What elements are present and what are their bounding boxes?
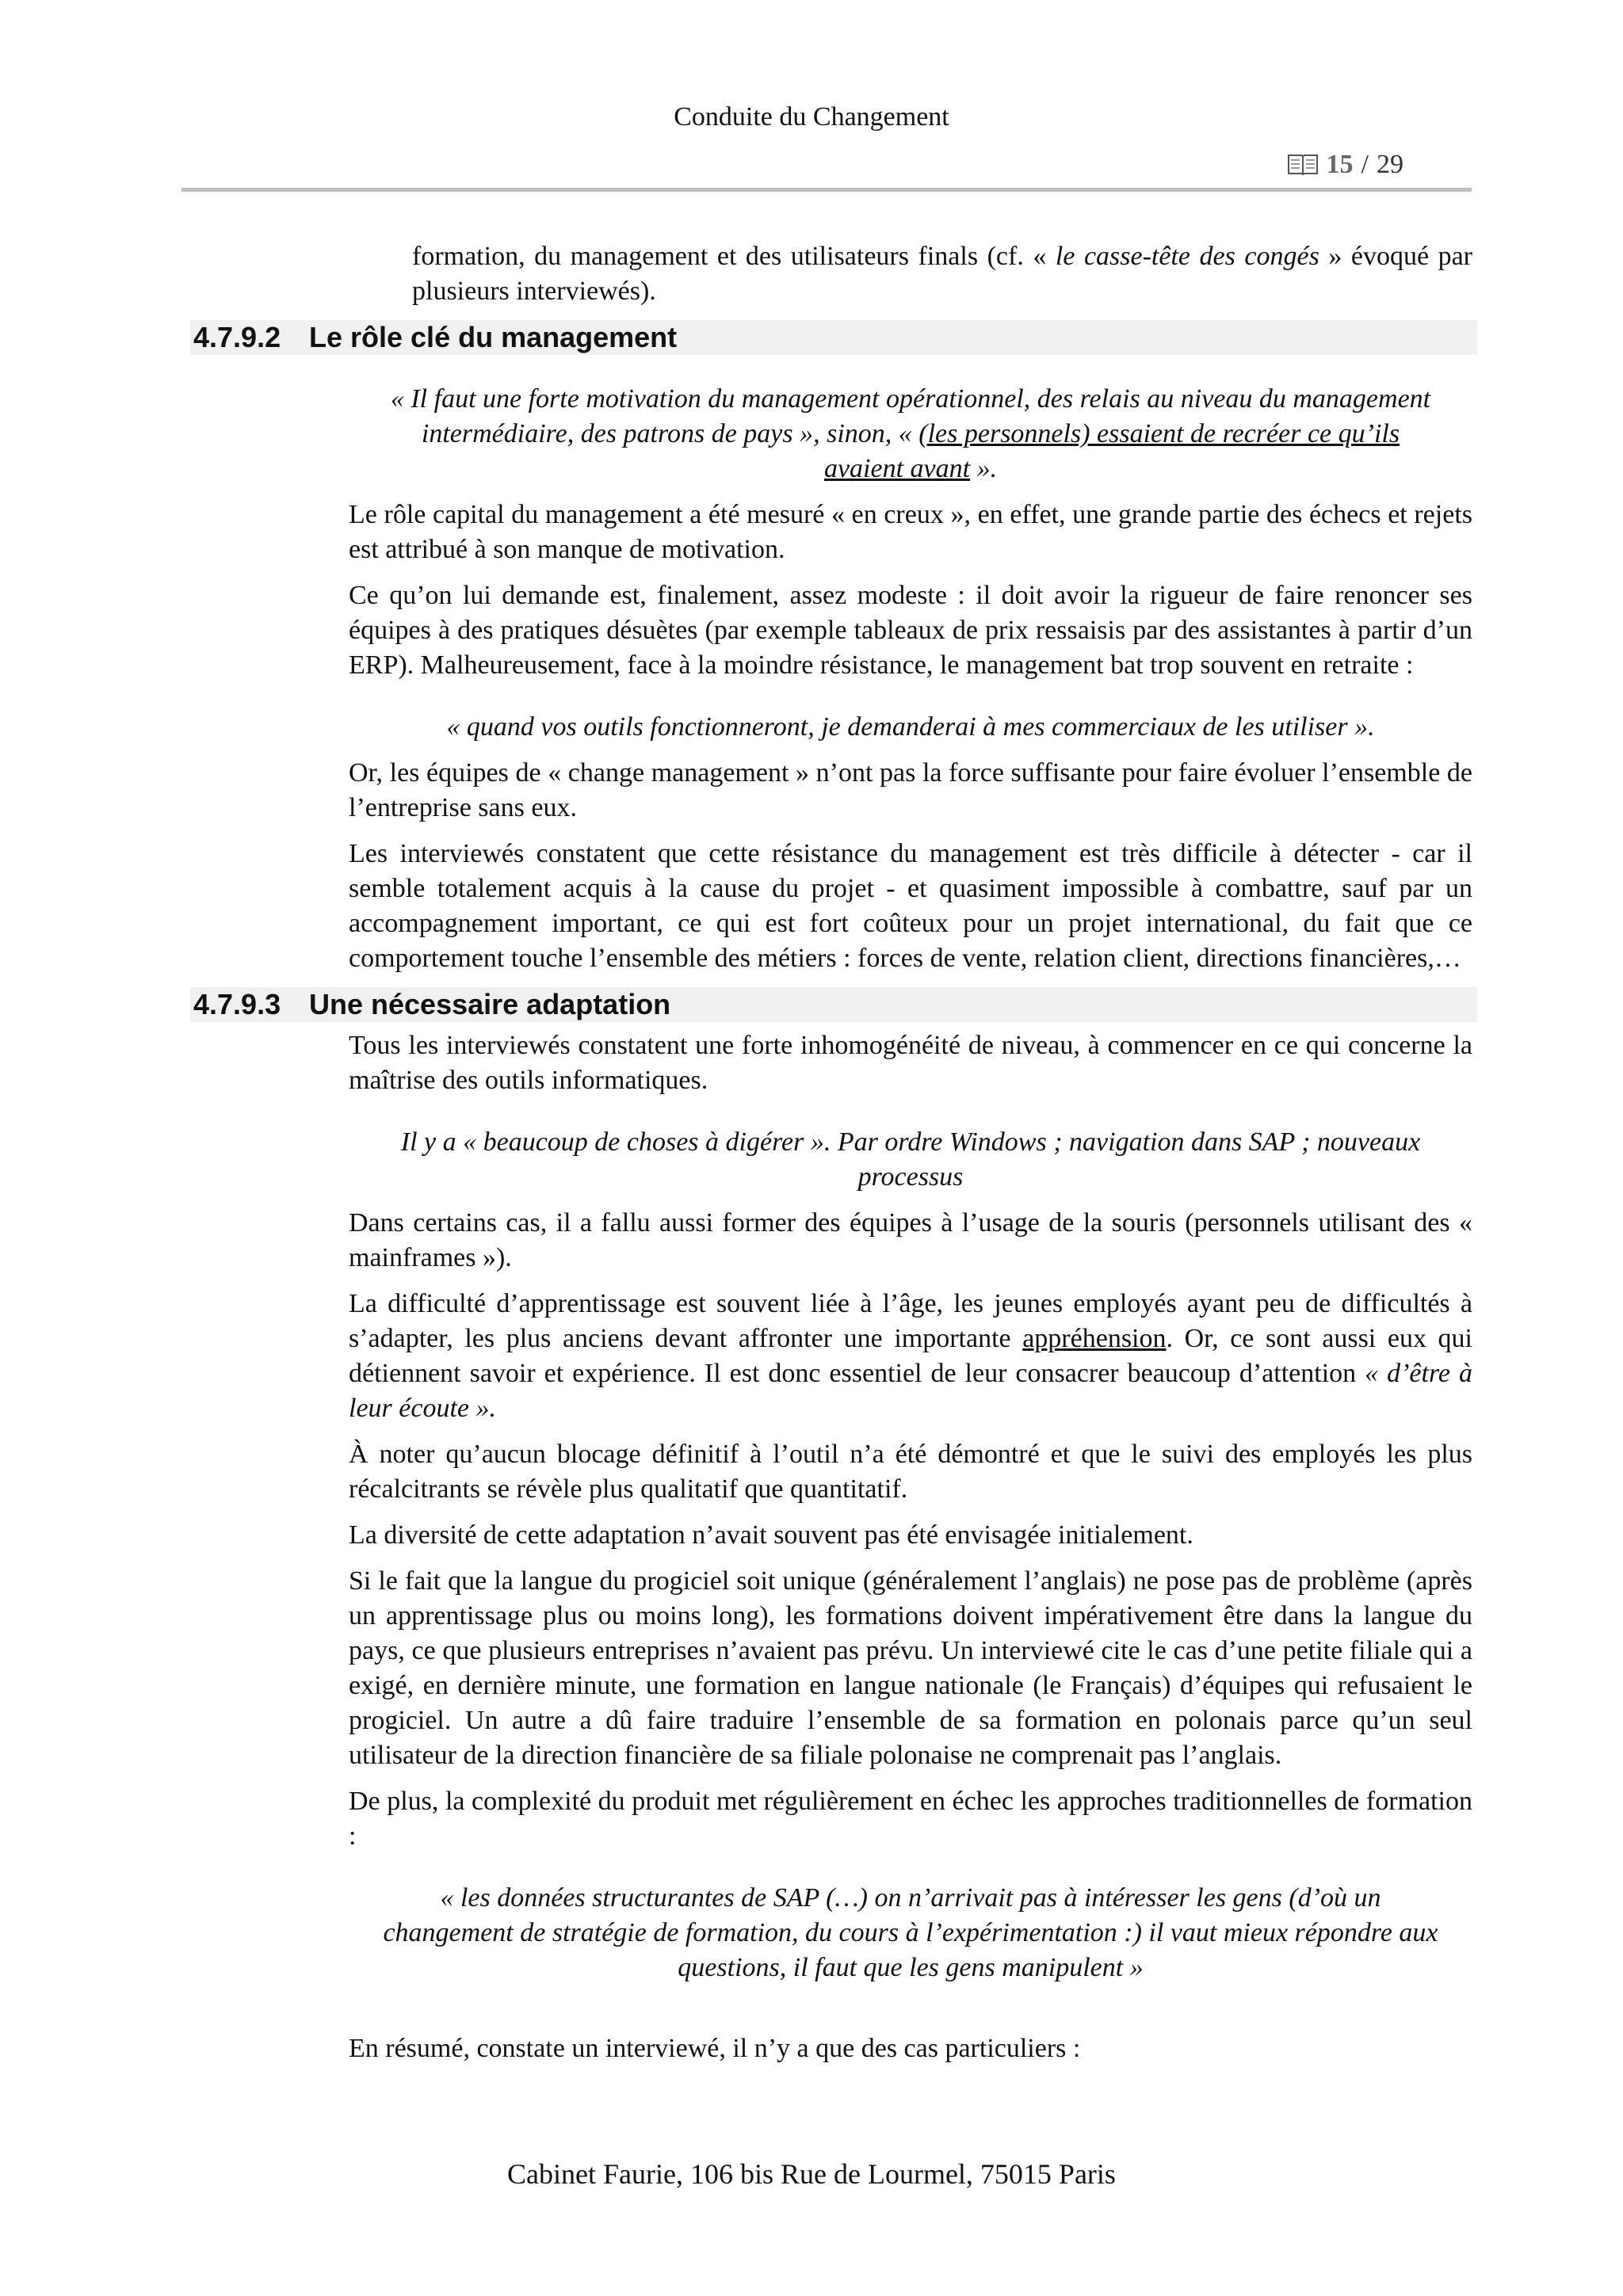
header-divider	[181, 188, 1472, 192]
spacer	[0, 1997, 1623, 2031]
section-number: 4.7.9.2	[193, 321, 281, 353]
paragraph-complexite: De plus, la complexité du produit met régulièrement en échec les approches traditionnelles de formation :	[349, 1787, 1472, 1851]
paragraph-blocage: À noter qu’aucun blocage définitif à l’outil n’a été démontré et que le suivi des employés les plus récalcitrants se révèle plus qualitatif que quantitatif.	[349, 1440, 1472, 1504]
paragraph-resistance: Les interviewés constatent que cette résistance du management est très difficile à détecter - car il semble totalement acquis à la cause du projet - et quasiment impossible à combattre, sauf par un accompagnement important, ce qui est fort coûteux pour un projet international, du fait que ce comportement touche l’ensemble des métiers : forces de vente, relation client, directions financières,…	[349, 839, 1472, 973]
section-number: 4.7.9.3	[193, 988, 281, 1020]
paragraph-demande: Ce qu’on lui demande est, finalement, assez modeste : il doit avoir la rigueur de faire renoncer ses équipes à des pratiques désuètes (par exemple tableaux de prix ressaisis par des assistantes à partir d’un ERP). Malheureusement, face à la moindre résistance, le management bat trop souvent en retraite :	[349, 581, 1472, 680]
paragraph-change-management: Or, les équipes de « change management » n’ont pas la force suffisante pour faire évoluer l’ensemble de l’entreprise sans eux.	[349, 758, 1472, 822]
running-header-title: Conduite du Changement	[674, 102, 949, 132]
book-icon	[1287, 152, 1319, 177]
page-current: 15	[1326, 150, 1354, 179]
section-title: Le rôle clé du management	[309, 321, 678, 353]
quote-motivation: « Il faut une forte motivation du management opérationnel, des relais au niveau du management intermédiaire, des patrons de pays », sinon, « (les personnels) essaient de recréer ce qu’ils avaient avant ».	[390, 384, 1431, 483]
footer-address: Cabinet Faurie, 106 bis Rue de Lourmel, 75015 Paris	[507, 2158, 1116, 2190]
paragraph-inhomogeneite: Tous les interviewés constatent une forte inhomogénéité de niveau, à commencer en ce qui concerne la maîtrise des outils informatiques.	[349, 1031, 1472, 1095]
paragraph-role-capital: Le rôle capital du management a été mesuré « en creux », en effet, une grande partie des échecs et rejets est attribué à son manque de motivation.	[349, 500, 1472, 564]
quote-digerer: Il y a « beaucoup de choses à digérer ». Par ordre Windows ; navigation dans SAP ; nouveaux processus	[400, 1127, 1421, 1192]
paragraph-diversite: La diversité de cette adaptation n’avait souvent pas été envisagée initialement.	[349, 1520, 1193, 1550]
paragraph-souris: Dans certains cas, il a fallu aussi former des équipes à l’usage de la souris (personnels utilisant des « mainframes »).	[349, 1208, 1472, 1272]
paragraph-resume: En résumé, constate un interviewé, il n’y a que des cas particuliers :	[349, 2034, 1081, 2063]
quote-sap: « les données structurantes de SAP (…) on n’arrivait pas à intéresser les gens (d’où un changement de stratégie de formation, du cours à l’expérimentation :) il vaut mieux répondre aux questions, il faut que les gens manipulent »	[383, 1883, 1438, 1982]
paragraph-langue: Si le fait que la langue du progiciel soit unique (généralement l’anglais) ne pose pas de problème (après un apprentissage plus ou moins long), les formations doivent impérativement être dans la langue du pays, ce que plusieurs entreprises n’avaient pas prévu. Un interviewé cite le cas d’une petite filiale qui a exigé, en dernière minute, une formation en langue nationale (le Français) d’équipes qui refusaient le progiciel. Un autre a dû faire traduire l’ensemble de sa formation en polonais parce qu’un seul utilisateur de la direction financière de sa filiale polonaise ne comprenait pas l’anglais.	[349, 1566, 1472, 1770]
page-body	[0, 239, 1623, 2077]
section-heading-adaptation	[190, 987, 1477, 1022]
section-heading-role-management	[190, 320, 1477, 355]
paragraph-intro: formation, du management et des utilisateurs finals (cf. « le casse-tête des congés » évoqué par plusieurs interviewés).	[412, 242, 1472, 306]
page-total: 29	[1377, 150, 1403, 179]
section-title: Une nécessaire adaptation	[309, 988, 671, 1020]
paragraph-difficulte: La difficulté d’apprentissage est souvent liée à l’âge, les jeunes employés ayant peu de difficultés à s’adapter, les plus anciens devant affronter une importante appréhension. Or, ce sont aussi eux qui détiennent savoir et expérience. Il est donc essentiel de leur consacrer beaucoup d’attention « d’être à leur écoute ».	[349, 1289, 1472, 1423]
page-separator: /	[1361, 150, 1369, 179]
quote-outils: « quand vos outils fonctionneront, je demanderai à mes commerciaux de les utiliser ».	[446, 712, 1375, 742]
page-counter	[1287, 149, 1403, 181]
